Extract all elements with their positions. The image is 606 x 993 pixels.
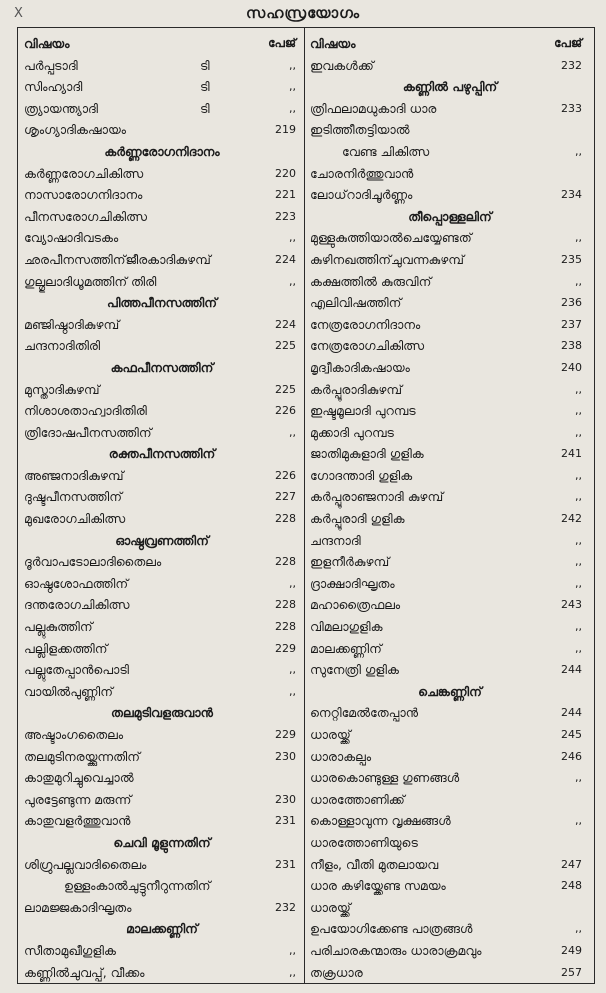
entry-mark: ടി <box>200 79 210 95</box>
index-entry <box>24 163 300 185</box>
entry-title: സിംഹ്യാദി <box>24 79 83 95</box>
index-entry <box>24 184 300 206</box>
index-entry <box>310 810 590 832</box>
entry-title: കർപ്പൂരാദികുഴമ്പ് <box>310 381 403 397</box>
entry-title: ധാരത്തോണിയുടെ <box>310 834 418 850</box>
index-entry <box>310 184 590 206</box>
index-entry <box>24 659 300 681</box>
entry-page: ,, <box>575 404 582 418</box>
entry-page: ,, <box>575 144 582 158</box>
index-entry <box>24 681 300 703</box>
entry-title: രക്തപീനസത്തിന് <box>108 446 216 462</box>
column-divider <box>304 27 305 984</box>
entry-title: ലോധ്‌റാദിചൂർണ്ണം <box>310 187 413 203</box>
entry-page: 243 <box>561 598 582 612</box>
entry-page: ,, <box>575 922 582 936</box>
entry-title: ദന്തരോഗചികിത്സ <box>24 597 130 613</box>
entry-title: ഇടിത്തീതട്ടിയാൽ <box>310 122 410 138</box>
index-entry <box>24 789 300 811</box>
entry-title: പല്ലുതേപ്പാൻപൊടി <box>24 662 129 678</box>
index-entry <box>310 249 590 271</box>
left-column <box>24 33 300 983</box>
index-entry <box>310 379 590 401</box>
entry-page: 228 <box>275 555 296 569</box>
index-entry <box>310 314 590 336</box>
entry-page: 226 <box>275 468 296 482</box>
index-entry <box>24 379 300 401</box>
index-entry <box>24 335 300 357</box>
entry-page: 232 <box>275 900 296 914</box>
index-entry <box>310 422 590 444</box>
entry-title: തലമുടിവളരുവാൻ <box>111 705 213 721</box>
index-entry <box>24 206 300 228</box>
index-entry <box>24 465 300 487</box>
entry-page: 223 <box>275 209 296 223</box>
entry-title: കണ്ണിൽചുവപ്പ്, വീക്കം <box>24 964 145 980</box>
index-entry <box>310 875 590 897</box>
entry-page: ,, <box>575 620 582 634</box>
entry-title: വിഷയം <box>310 36 356 51</box>
column-header <box>310 33 590 55</box>
section-heading <box>310 76 590 98</box>
entry-page: ,, <box>575 382 582 396</box>
index-entry <box>24 746 300 768</box>
index-entry <box>24 767 300 789</box>
entry-title: നേത്രരോഗചികിത്സ <box>310 338 425 354</box>
index-entry <box>24 638 300 660</box>
entry-title: ലാമജ്ജകാദിഘൃതം <box>24 899 132 915</box>
index-entry <box>310 767 590 789</box>
entry-title: മാലക്കണ്ണിന് <box>310 640 382 656</box>
entry-title: ചെങ്കണ്ണിന് <box>418 683 482 699</box>
index-entry <box>310 897 590 919</box>
entry-title: ഓഷ്ഠവ്രണത്തിന് <box>115 532 209 548</box>
index-entry <box>24 119 300 141</box>
entry-page: ,, <box>575 555 582 569</box>
index-entry <box>24 271 300 293</box>
right-column <box>310 33 590 983</box>
entry-page: ,, <box>575 533 582 547</box>
entry-page: ,, <box>289 684 296 698</box>
entry-page: ,, <box>289 231 296 245</box>
section-heading <box>24 443 300 465</box>
index-entry <box>310 638 590 660</box>
entry-title: കർപ്പൂരാഞ്ജനാദി കുഴമ്പ് <box>310 489 444 505</box>
entry-page: 241 <box>561 447 582 461</box>
entry-page: 224 <box>275 252 296 266</box>
entry-title: കുഴിനഖത്തിന്‌ചുവന്നകുഴമ്പ് <box>310 251 464 267</box>
entry-title: ഓഷ്ഠശോഫത്തിന് <box>24 575 129 591</box>
index-entry <box>310 119 590 141</box>
entry-title: കർണ്ണരോഗനിദാനം <box>104 143 220 159</box>
index-entry <box>310 724 590 746</box>
entry-title: പല്ലുകുത്തിന് <box>24 619 93 635</box>
index-entry <box>310 227 590 249</box>
entry-page: 235 <box>561 252 582 266</box>
index-entry <box>24 616 300 638</box>
index-entry <box>310 551 590 573</box>
entry-page: 221 <box>275 188 296 202</box>
entry-title: കാതുവളർത്തുവാൻ <box>24 813 131 829</box>
entry-page: 219 <box>275 123 296 137</box>
entry-page: ,, <box>575 490 582 504</box>
entry-title: ഗോദന്താദി ഗുളിക <box>310 467 413 483</box>
entry-page: ,, <box>575 274 582 288</box>
entry-title: ഇഷ്ടമൂലാദി പുറമ്പട <box>310 403 416 419</box>
entry-title: തീപ്പൊള്ളലിന് <box>408 208 492 224</box>
index-entry <box>24 854 300 876</box>
index-entry <box>24 897 300 919</box>
entry-page: 229 <box>275 728 296 741</box>
entry-title: ഇളനീർകുഴമ്പ് <box>310 554 390 570</box>
section-heading <box>24 702 300 724</box>
index-entry <box>310 616 590 638</box>
entry-title: ശൃംഗ്യാദികഷായം <box>24 122 126 138</box>
entry-title: ധാര കഴിയ്ക്കേണ്ട സമയം <box>310 878 446 894</box>
index-entry <box>24 422 300 444</box>
entry-page: 247 <box>561 857 582 871</box>
entry-title: ത്രിദോഷപീനസത്തിന് <box>24 424 152 440</box>
entry-title: ത്ര്യായന്ത്യാദി <box>24 100 98 116</box>
entry-page: ,, <box>289 101 296 115</box>
entry-title: പുരട്ടേണ്ടുന്ന മരുന്ന് <box>24 791 132 807</box>
index-entry <box>310 854 590 876</box>
index-entry <box>24 724 300 746</box>
entry-page: 226 <box>275 404 296 418</box>
entry-page: 230 <box>275 792 296 806</box>
entry-title: വേണ്ട ചികിത്സ <box>342 143 430 159</box>
entry-title: എലിവിഷത്തിന് <box>310 295 402 311</box>
entry-title: ഉപയോഗിക്കേണ്ട പാത്രങ്ങൾ <box>310 921 473 937</box>
index-entry <box>24 551 300 573</box>
entry-mark: ടി <box>200 57 210 73</box>
entry-page: ,, <box>575 425 582 439</box>
entry-page: 228 <box>275 512 296 526</box>
index-entry <box>24 98 300 120</box>
entry-page: 237 <box>561 317 582 331</box>
entry-page: 231 <box>275 814 296 828</box>
entry-page: ,, <box>289 943 296 957</box>
entry-page: 224 <box>275 317 296 331</box>
entry-page: 230 <box>275 749 296 763</box>
entry-title: ഇവകൾക്ക് <box>310 57 374 73</box>
index-entry <box>310 508 590 530</box>
entry-title: വായിൽപുണ്ണിന് <box>24 683 113 699</box>
entry-title: ചെവി മൂളുന്നതിന് <box>113 834 211 850</box>
entry-title: വ്യോഷാദിവടകം <box>24 230 119 246</box>
column-header <box>24 33 300 55</box>
entry-page: 228 <box>275 598 296 612</box>
entry-title: സീതാമുഖീഗുളിക <box>24 942 116 958</box>
entry-page: ,, <box>289 663 296 677</box>
index-entry <box>310 918 590 940</box>
entry-title: പരിചാരകന്മാരും ധാരാക്രമവും <box>310 942 482 958</box>
index-entry <box>310 746 590 768</box>
entry-page: ,, <box>575 641 582 655</box>
entry-title: മഞ്ജിഷ്ഠാദികുഴമ്പ് <box>24 316 120 332</box>
index-entry <box>310 55 590 77</box>
index-entry <box>310 465 590 487</box>
entry-page: ,, <box>289 80 296 94</box>
entry-page: 225 <box>275 382 296 396</box>
index-entry <box>310 271 590 293</box>
index-entry <box>310 832 590 854</box>
entry-page: ,, <box>289 58 296 72</box>
index-entry <box>24 962 300 984</box>
entry-title: കർണ്ണരോഗചികിത്സ <box>24 165 144 181</box>
entry-title: മൃദ്വീകാദികഷായം <box>310 359 410 375</box>
entry-title: ചോരനിർത്തുവാൻ <box>310 165 414 181</box>
entry-title: പർപ്പടാദി <box>24 57 78 73</box>
page-title: സഹസ്രയോഗം <box>245 4 361 22</box>
entry-title: ധാരയ്ക്ക് <box>310 727 351 742</box>
entry-title: നിശാശതാഹ്വാദിതിരി <box>24 403 147 419</box>
entry-page: ,, <box>575 576 582 590</box>
entry-title: പിത്തപീനസത്തിന് <box>107 295 217 311</box>
corner-mark: X <box>14 6 23 21</box>
entry-title: ദുഷ്ടപീനസത്തിന് <box>24 489 122 505</box>
entry-title: ധാരാകല്പം <box>310 748 372 764</box>
entry-title: ചന്ദനാദിതിരി <box>24 338 101 354</box>
section-heading <box>24 141 300 163</box>
entry-page: 231 <box>275 857 296 871</box>
index-entry <box>24 486 300 508</box>
entry-page: ,, <box>575 231 582 245</box>
entry-page: പേജ് <box>268 36 296 50</box>
entry-title: വിഷയം <box>24 36 70 51</box>
entry-page: 234 <box>561 188 582 202</box>
entry-title: ചന്ദനാദി <box>310 532 361 548</box>
entry-page: ,, <box>289 274 296 288</box>
entry-page: 225 <box>275 339 296 353</box>
entry-page: ,, <box>289 965 296 979</box>
entry-title: കക്ഷത്തിൽ കുരുവിന് <box>310 273 432 289</box>
entry-title: തലമുടിനരയ്ക്കുന്നതിന് <box>24 748 140 764</box>
entry-title: ഉള്ളംകാൽചുട്ടുനീറുന്നതിന് <box>64 878 211 894</box>
entry-title: മുക്കാദി പുറമ്പട <box>310 424 394 440</box>
entry-title: ജാതിമുകുളാദി ഗുളിക <box>310 446 424 462</box>
entry-page: 257 <box>561 965 582 979</box>
entry-title: സുനേത്രി ഗുളിക <box>310 662 399 678</box>
section-heading <box>24 530 300 552</box>
index-entry <box>310 486 590 508</box>
entry-page: 233 <box>561 101 582 115</box>
entry-title: പീനസരോഗചികിത്സ <box>24 208 148 224</box>
entry-title: ദ്രാക്ഷാദിഘൃതം <box>310 575 395 591</box>
entry-page: പേജ് <box>554 36 582 50</box>
entry-page: 232 <box>561 58 582 72</box>
index-entry <box>310 530 590 552</box>
index-entry <box>310 163 590 185</box>
entry-page: ,, <box>575 814 582 828</box>
index-entry <box>310 335 590 357</box>
entry-page: ,, <box>575 771 582 785</box>
entry-title: കണ്ണിൽ പഴുപ്പിന് <box>402 79 498 95</box>
index-entry <box>310 789 590 811</box>
index-entry <box>24 314 300 336</box>
entry-title: ദൂർവാപടോലാദിതൈലം <box>24 554 162 570</box>
entry-page: ,, <box>289 425 296 439</box>
entry-title: നാസാരോഗനിദാനം <box>24 187 143 203</box>
index-entry <box>310 357 590 379</box>
entry-page: 220 <box>275 166 296 180</box>
entry-title: ഛരപീനസത്തിന്‌ജീരകാദികുഴമ്പ് <box>24 251 211 267</box>
entry-title: ധാരത്തോണിക്ക് <box>310 791 405 807</box>
entry-title: ശിഗ്രുപല്ലവാദിതൈലം <box>24 856 147 872</box>
index-entry <box>24 875 300 897</box>
section-heading <box>24 292 300 314</box>
entry-page: ,, <box>289 576 296 590</box>
entry-title: നേത്രരോഗനിദാനം <box>310 316 421 332</box>
index-entry <box>310 400 590 422</box>
index-entry <box>310 940 590 962</box>
index-entry <box>24 400 300 422</box>
section-heading <box>24 357 300 379</box>
entry-title: മുസ്താദികുഴമ്പ് <box>24 381 100 397</box>
entry-page: 245 <box>561 728 582 741</box>
entry-page: 242 <box>561 512 582 526</box>
entry-title: മുഖരോഗചികിത്സ <box>24 511 126 527</box>
entry-page: 236 <box>561 296 582 310</box>
entry-page: 244 <box>561 706 582 720</box>
entry-page: 238 <box>561 339 582 353</box>
entry-title: പല്ലിളക്കത്തിന് <box>24 640 108 656</box>
entry-title: ധാരകൊണ്ടുള്ള ഗുണങ്ങൾ <box>310 770 460 786</box>
index-entry <box>310 443 590 465</box>
entry-title: ധാരയ്ക്ക് <box>310 899 351 915</box>
entry-title: വിമലാഗുളിക <box>310 619 383 635</box>
index-entry <box>24 594 300 616</box>
entry-title: മാലക്കണ്ണിന് <box>126 921 198 937</box>
entry-title: മുള്ളുകുത്തിയാൽചെയ്യേണ്ടത് <box>310 230 472 246</box>
entry-page: ,, <box>575 468 582 482</box>
entry-mark: ടി <box>200 100 210 116</box>
section-heading <box>310 206 590 228</box>
section-heading <box>310 681 590 703</box>
entry-page: 229 <box>275 641 296 655</box>
entry-title: നെറ്റിമേൽതേപ്പാൻ <box>310 705 419 721</box>
index-entry <box>24 940 300 962</box>
entry-page: 227 <box>275 490 296 504</box>
entry-page: 228 <box>275 620 296 634</box>
section-heading <box>24 918 300 940</box>
entry-title: കാതുമുറിച്ചുവെച്ചാൽ <box>24 770 134 786</box>
index-entry <box>24 76 300 98</box>
index-entry <box>310 573 590 595</box>
entry-title: അഞ്ജനാദികുഴമ്പ് <box>24 467 124 483</box>
index-entry <box>24 227 300 249</box>
index-entry <box>310 594 590 616</box>
entry-title: മഹാത്രൈഫലം <box>310 597 401 613</box>
entry-title: തക്രധാര <box>310 964 363 980</box>
entry-title: നീളം, വീതി മുതലായവ <box>310 856 439 872</box>
index-entry <box>24 573 300 595</box>
entry-title: കൊള്ളാവുന്ന വൃക്ഷങ്ങൾ <box>310 813 451 829</box>
entry-page: 244 <box>561 663 582 677</box>
index-entry <box>24 508 300 530</box>
entry-title: ത്രിഫലാമധുകാദി ധാര <box>310 100 437 116</box>
entry-title: കഫപീനസത്തിന് <box>110 359 214 375</box>
index-entry <box>310 292 590 314</box>
index-entry <box>24 810 300 832</box>
entry-title: അഷ്ടാംഗതൈലം <box>24 727 124 742</box>
entry-page: 240 <box>561 360 582 374</box>
index-entry <box>310 962 590 984</box>
index-entry <box>310 98 590 120</box>
entry-page: 246 <box>561 749 582 763</box>
section-heading <box>24 832 300 854</box>
entry-title: കർപ്പൂരാദി ഗുളിക <box>310 511 405 527</box>
entry-title: ഗുല്ഗുലാദിധൂമത്തിന് തിരി <box>24 273 157 289</box>
index-entry <box>310 141 590 163</box>
index-entry <box>24 249 300 271</box>
index-entry <box>310 702 590 724</box>
index-entry <box>24 55 300 77</box>
index-entry <box>310 659 590 681</box>
entry-page: 249 <box>561 943 582 957</box>
entry-page: 248 <box>561 879 582 893</box>
